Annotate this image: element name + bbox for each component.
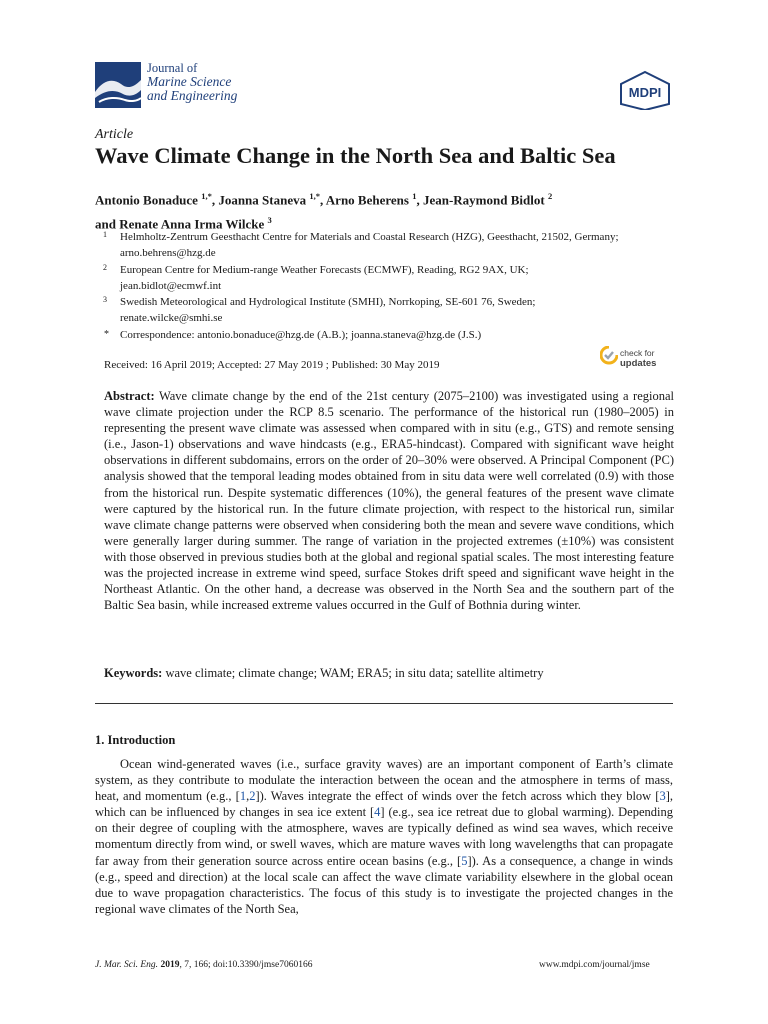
author-affil-mark: 2	[547, 191, 553, 201]
author-affil-mark: 3	[267, 215, 272, 226]
author-name: Joanna Staneva	[218, 192, 307, 208]
publication-dates: Received: 16 April 2019; Accepted: 27 May 2019 ; Published: 30 May 2019	[104, 359, 440, 371]
abstract	[104, 388, 674, 613]
author-name: Renate Anna Irma Wilcke	[119, 216, 265, 232]
correspondence-mark: *	[104, 328, 109, 340]
citation-link[interactable]: 3	[659, 789, 666, 804]
mdpi-logo-text: MDPI	[628, 85, 662, 100]
affiliation-item	[95, 294, 695, 327]
footer-journal-abbrev: J. Mar. Sci. Eng.	[95, 960, 159, 970]
affiliation-text: Swedish Meteorological and Hydrological Institute (SMHI), Norrkoping, SE-601 76, Sweden;	[120, 296, 536, 309]
intro-text: Ocean wind-generated waves (i.e., surface gravity waves) are an important component of Earth’s climate system, as they contribute to modulate the interaction between the ocean and the atmosphere in terms of mass, heat, and momentum (e.g., [	[95, 757, 673, 804]
author-affil-mark: 1	[412, 191, 417, 201]
keywords-text: wave climate; climate change; WAM; ERA5; in situ data; satellite altimetry	[165, 666, 544, 680]
abstract-label: Abstract:	[104, 389, 155, 403]
citation-link[interactable]: 5	[461, 853, 468, 868]
author-affil-mark: 1,*	[309, 191, 320, 201]
check-updates-line1: check for	[620, 348, 655, 358]
intro-text: ], which can be influenced by changes in sea ice extent [	[95, 789, 674, 820]
mdpi-logo	[617, 70, 673, 110]
correspondence-text: Correspondence: antonio.bonaduce@hzg.de (A.B.); joanna.staneva@hzg.de (J.S.)	[120, 328, 482, 341]
footer-citation-rest: , 7, 166; doi:10.3390/jmse7060166	[179, 960, 313, 970]
check-for-updates-badge[interactable]	[600, 346, 680, 372]
check-updates-line2: updates	[620, 358, 657, 369]
affiliation-email[interactable]: renate.wilcke@smhi.se	[120, 312, 223, 325]
journal-name-line1: Journal of	[147, 61, 198, 75]
abstract-text: Wave climate change by the end of the 21st century (2075–2100) was investigated using a regional wave climate projection under the RCP 8.5 scenario. The performance of the historical run (1980–2005) in representing the present wave climate was assessed when compared with in situ (e.g., GTS) and remote sensing (i.e., Jason-1) observations and wave hindcasts (e.g., ERA5-hindcast). Compared with significant wave height observations in different subdomains, errors on the order of 20–30% were observed. A Principal Component (PC) analysis showed that the temporal leading modes obtained from in situ data were well correlated (0.9) with those from the historical run. Despite systematic differences (10%), the general features of the present wave climate were captured by the historical run. In the future climate projection, with respect to the historical run, similar wave climate change patterns were observed when considering both the mean and severe wave conditions, which were generally larger during summer. The range of variation in the projected extremes (±10%) was consistent with those observed in previous studies both at the global and regional spatial scales. The most interesting feature was the projected increase in extreme wind speed, surface Stokes drift speed and significant wave height in the Northeast Atlantic. On the other hand, a decrease was observed in the North Sea and the southern part of the Baltic Sea basin, while increased extreme values occurred in the Gulf of Bothnia during winter.	[104, 389, 675, 613]
correspondence-item	[95, 327, 695, 343]
footer-year: 2019	[160, 960, 180, 970]
affiliation-item	[95, 229, 695, 262]
citation-separator: ,	[246, 789, 250, 804]
author-name: Jean-Raymond Bidlot	[422, 192, 545, 208]
affiliation-text: European Centre for Medium-range Weather Forecasts (ECMWF), Reading, RG2 9AX, UK;	[120, 263, 529, 276]
section-divider	[95, 703, 673, 704]
author-name: Arno Beherens	[325, 192, 409, 208]
citation-link[interactable]: 2	[249, 789, 256, 804]
affiliation-mark: 1	[103, 230, 107, 239]
article-type: Article	[95, 127, 134, 142]
author-affil-mark: 1,*	[201, 191, 212, 201]
affiliation-text: Helmholtz-Zentrum Geesthacht Centre for Materials and Coastal Research (HZG), Geesthacht, 21502, Germany;	[120, 231, 619, 243]
journal-logo-wave-icon	[95, 62, 141, 108]
intro-text: ] (e.g., sea ice retreat due to global warming). Depending on their degree of coupling with the atmosphere, waves are typically defined as wind sea waves, which receive momentum directly from wind, or swell waves, which are mature waves with long wavelengths that can propagate far away from their generation source across entire ocean basins (e.g., [	[95, 805, 673, 868]
affiliations	[95, 229, 695, 343]
section-heading: 1. Introduction	[95, 733, 176, 747]
affiliation-email[interactable]: jean.bidlot@ecmwf.int	[120, 279, 222, 292]
author-list: Antonio Bonaduce $^{1,*}$, Joanna Staneva $^{1,*}$, Arno Beherens $^1$, Jean-Raymond Bidlot $^2$ and Renate Anna Irma Wilcke $^3$	[95, 191, 553, 232]
journal-name-line3: and Engineering	[147, 88, 238, 103]
footer-citation	[95, 960, 312, 970]
affiliation-email[interactable]: arno.behrens@hzg.de	[120, 247, 216, 260]
check-updates-icon	[600, 346, 618, 368]
paper-title: Wave Climate Change in the North Sea and Baltic Sea	[95, 143, 616, 168]
affiliation-item	[95, 262, 695, 295]
keywords-label: Keywords:	[104, 666, 163, 680]
affiliation-mark: 3	[103, 295, 107, 305]
intro-paragraph	[95, 756, 673, 917]
intro-text: ]). As a consequence, a change in winds (e.g., speed and direction) at the local scale can affect the wave climate variability elsewhere in the global ocean due to wave propagation characteristics. The focus of this study is to investigate the projected changes in the regional wave climates of the North Sea,	[95, 853, 673, 916]
intro-text: ]). Waves integrate the effect of winds over the fetch across which they blow [	[255, 789, 660, 804]
journal-logo	[95, 60, 255, 112]
affiliation-mark: 2	[103, 262, 107, 272]
author-name: Antonio Bonaduce	[95, 192, 198, 208]
footer-journal-url[interactable]: www.mdpi.com/journal/jmse	[539, 960, 650, 970]
keywords	[104, 666, 674, 681]
citation-link[interactable]: 1	[239, 789, 247, 804]
journal-name-line2: Marine Science	[147, 74, 232, 89]
citation-link[interactable]: 4	[374, 805, 381, 820]
